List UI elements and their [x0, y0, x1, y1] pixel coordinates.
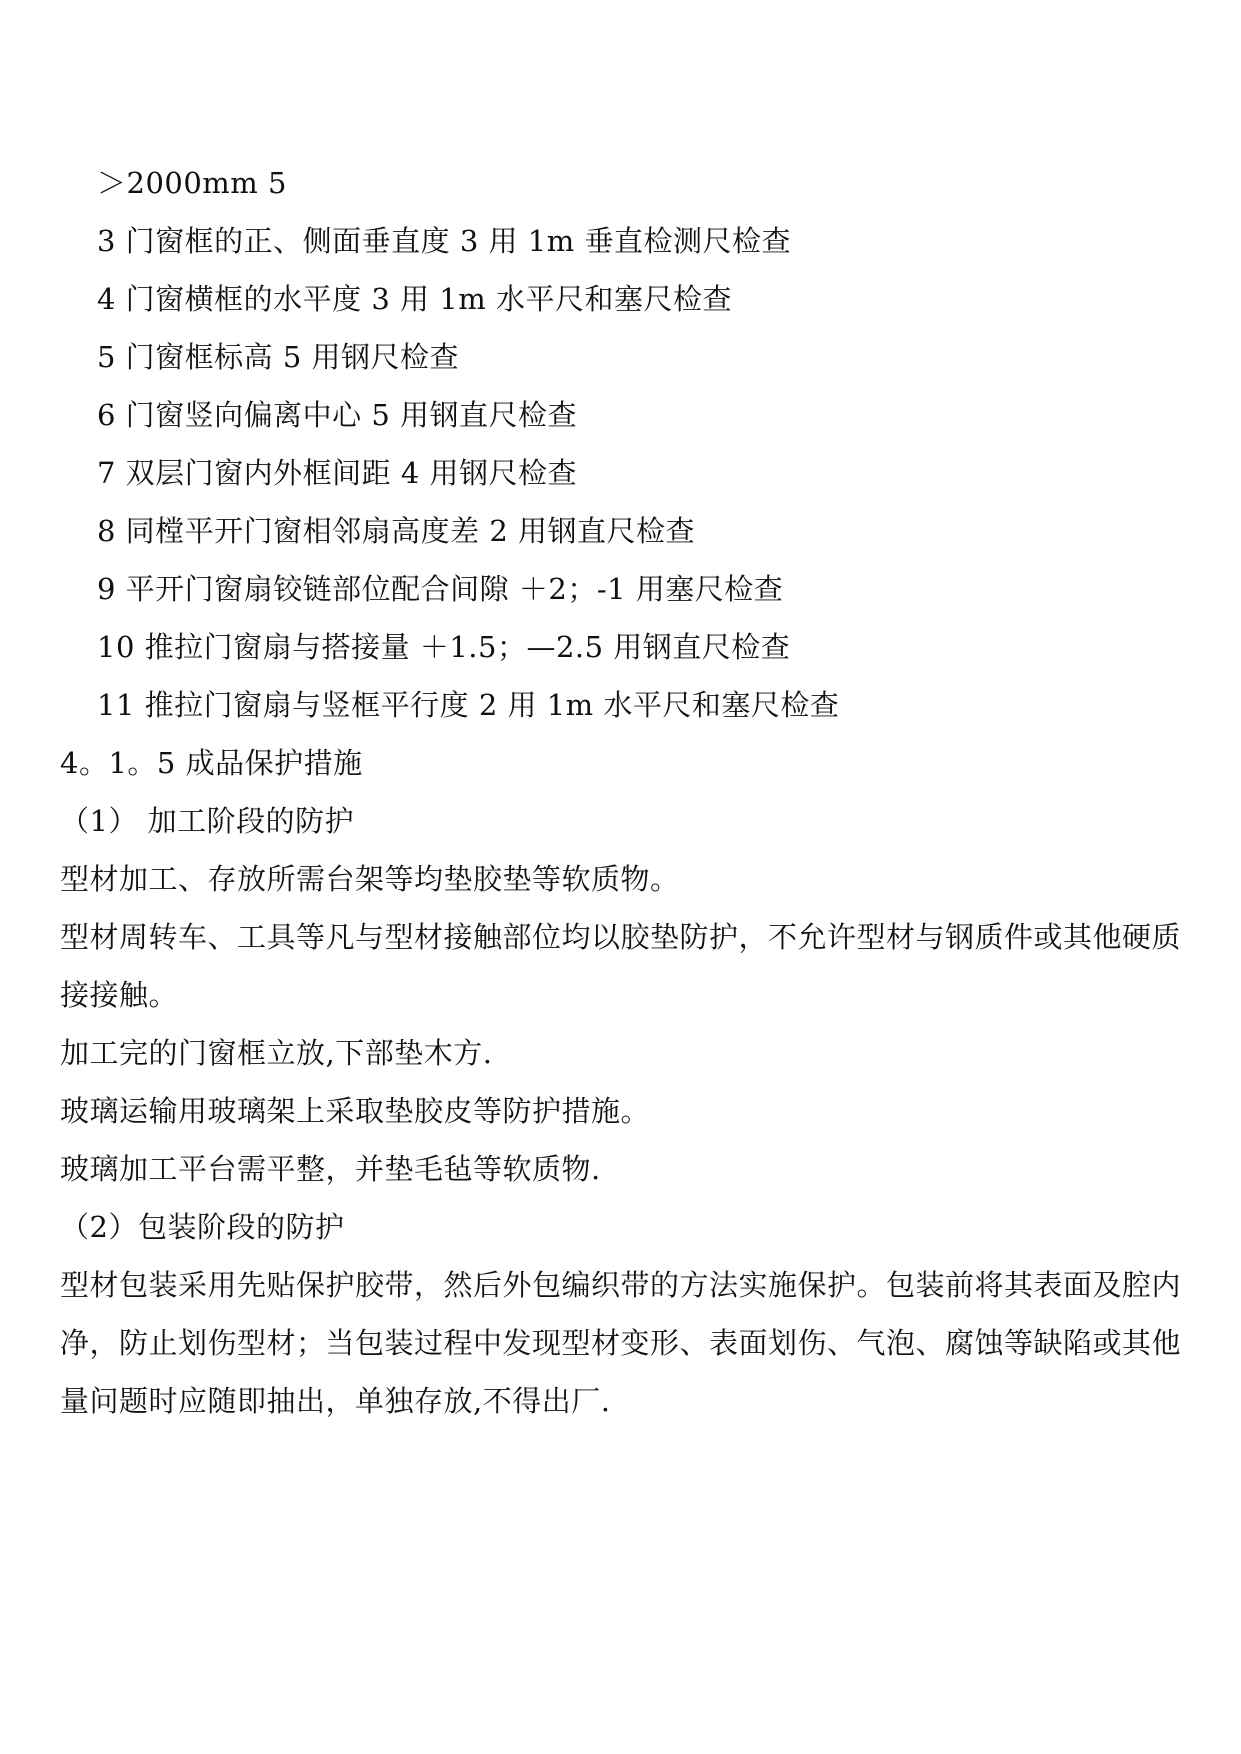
paragraph-line: 加工完的门窗框立放,下部垫木方.	[60, 1036, 493, 1070]
inspection-item-10: 10 推拉门窗扇与搭接量 ＋1.5；—2.5 用钢直尺检查	[97, 630, 791, 664]
paragraph-line: 玻璃运输用玻璃架上采取垫胶皮等防护措施。	[60, 1094, 651, 1128]
paragraph-line: 型材加工、存放所需台架等均垫胶垫等软质物。	[60, 862, 680, 896]
tolerance-row-over-2000mm: ＞2000mm 5	[97, 166, 287, 200]
paragraph-line: 型材包装采用先贴保护胶带，然后外包编织带的方法实施保护。包装前将其表面及腔内	[60, 1268, 1182, 1302]
section-heading: 4。1。5 成品保护措施	[60, 746, 363, 780]
subsection-heading-packaging: （2）包装阶段的防护	[60, 1210, 345, 1244]
subsection-heading-processing: （1） 加工阶段的防护	[60, 804, 355, 838]
inspection-item-8: 8 同樘平开门窗相邻扇高度差 2 用钢直尺检查	[97, 514, 696, 548]
inspection-item-11: 11 推拉门窗扇与竖框平行度 2 用 1m 水平尺和塞尺检查	[97, 688, 840, 722]
paragraph-line: 型材周转车、工具等凡与型材接触部位均以胶垫防护，不允许型材与钢质件或其他硬质	[60, 920, 1182, 954]
paragraph-line: 净，防止划伤型材；当包装过程中发现型材变形、表面划伤、气泡、腐蚀等缺陷或其他	[60, 1326, 1182, 1360]
inspection-item-3: 3 门窗框的正、侧面垂直度 3 用 1m 垂直检测尺检查	[97, 224, 791, 258]
inspection-item-9: 9 平开门窗扇铰链部位配合间隙 ＋2；-1 用塞尺检查	[97, 572, 784, 606]
paragraph-line: 接接触。	[60, 978, 179, 1012]
paragraph-line: 量问题时应随即抽出，单独存放,不得出厂.	[60, 1384, 611, 1418]
paragraph-line: 玻璃加工平台需平整，并垫毛毡等软质物.	[60, 1152, 601, 1186]
inspection-item-6: 6 门窗竖向偏离中心 5 用钢直尺检查	[97, 398, 578, 432]
inspection-item-5: 5 门窗框标高 5 用钢尺检查	[97, 340, 460, 374]
inspection-item-7: 7 双层门窗内外框间距 4 用钢尺检查	[97, 456, 578, 490]
inspection-item-4: 4 门窗横框的水平度 3 用 1m 水平尺和塞尺检查	[97, 282, 732, 316]
